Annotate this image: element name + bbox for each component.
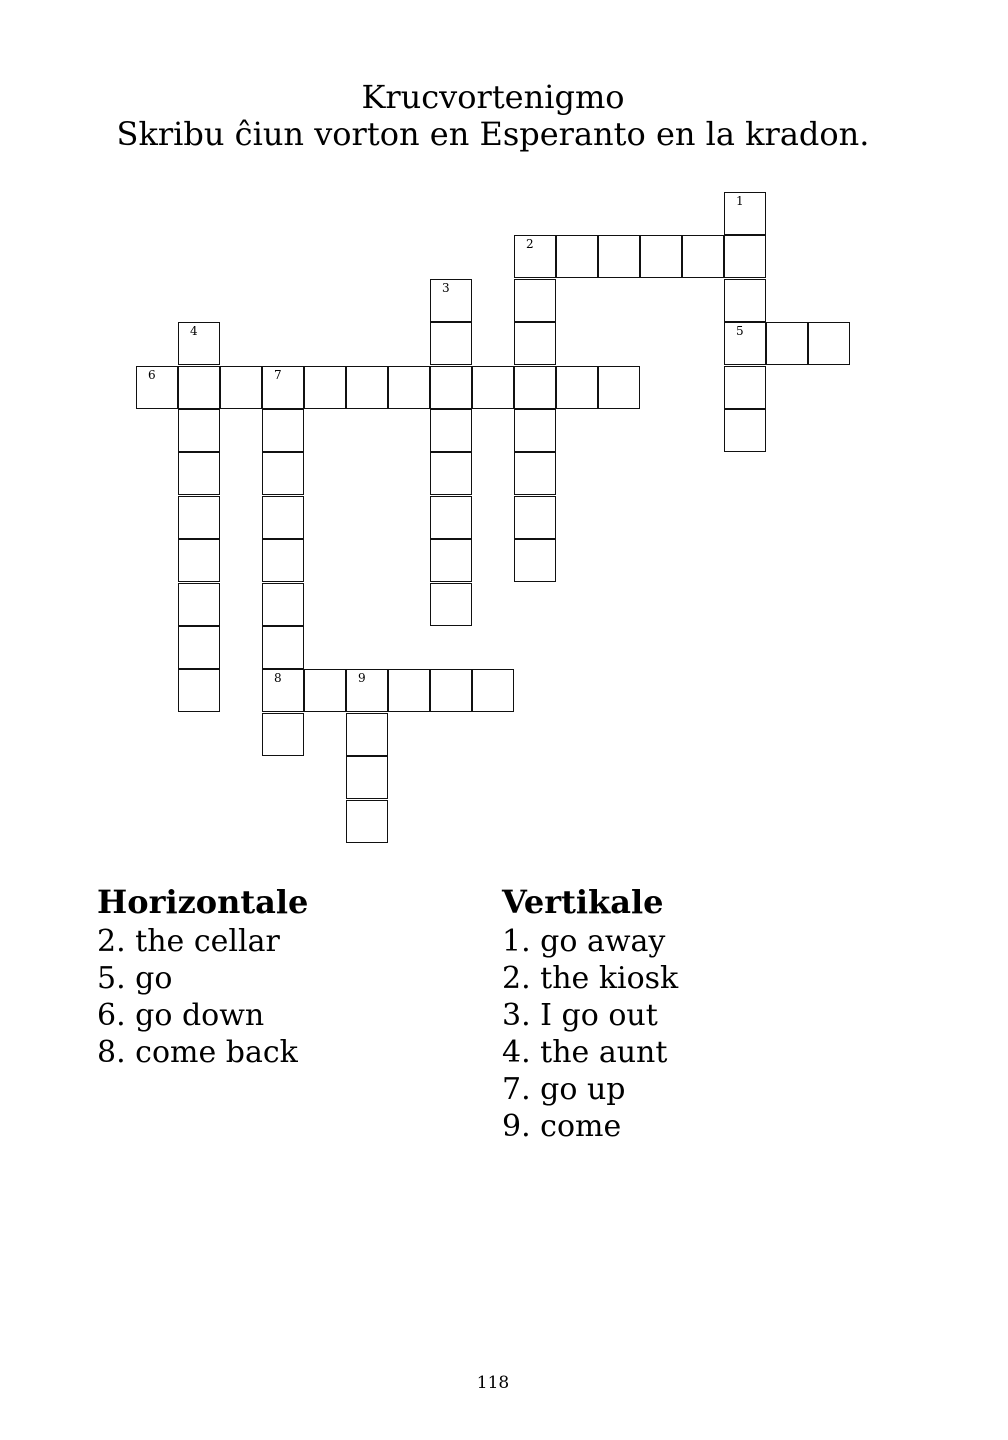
down-clue: 3. I go out xyxy=(502,998,658,1033)
across-clue: 8. come back xyxy=(97,1035,298,1070)
crossword-cell[interactable] xyxy=(556,235,598,278)
clue-number: 9 xyxy=(358,671,366,686)
crossword-cell[interactable] xyxy=(682,235,724,278)
crossword-cell[interactable] xyxy=(388,669,430,712)
crossword-cell[interactable] xyxy=(430,409,472,452)
crossword-cell[interactable] xyxy=(430,539,472,582)
crossword-cell[interactable] xyxy=(262,496,304,539)
crossword-cell[interactable] xyxy=(388,366,430,409)
down-clue: 4. the aunt xyxy=(502,1035,668,1070)
crossword-cell[interactable] xyxy=(304,366,346,409)
crossword-cell[interactable] xyxy=(346,713,388,756)
crossword-cell[interactable] xyxy=(262,713,304,756)
page-number: 118 xyxy=(476,1373,510,1393)
crossword-cell[interactable] xyxy=(136,366,178,409)
crossword-cell[interactable] xyxy=(178,409,220,452)
crossword-cell[interactable] xyxy=(514,279,556,322)
crossword-cell[interactable] xyxy=(346,366,388,409)
crossword-cell[interactable] xyxy=(598,235,640,278)
crossword-cell[interactable] xyxy=(262,626,304,669)
crossword-cell[interactable] xyxy=(178,669,220,712)
clue-number: 5 xyxy=(736,324,744,339)
clue-number: 1 xyxy=(736,194,744,208)
crossword-cell[interactable] xyxy=(346,756,388,799)
crossword-cell[interactable] xyxy=(808,322,850,365)
crossword-cell[interactable] xyxy=(430,496,472,539)
crossword-cell[interactable] xyxy=(304,669,346,712)
crossword-cell[interactable] xyxy=(262,452,304,495)
crossword-cell[interactable] xyxy=(514,322,556,365)
crossword-cell[interactable] xyxy=(514,452,556,495)
puzzle-instruction: Skribu ĉiun vorton en Esperanto en la kradon. xyxy=(116,115,870,153)
down-clue: 1. go away xyxy=(502,924,666,959)
across-clue: 6. go down xyxy=(97,998,265,1033)
crossword-cell[interactable] xyxy=(220,366,262,409)
crossword-cell[interactable] xyxy=(472,366,514,409)
clue-number: 7 xyxy=(274,367,282,382)
across-clue: 2. the cellar xyxy=(97,924,280,959)
down-clue: 2. the kiosk xyxy=(502,961,679,996)
crossword-cell[interactable] xyxy=(640,235,682,278)
crossword-cell[interactable] xyxy=(724,409,766,452)
crossword-cell[interactable] xyxy=(514,235,556,278)
puzzle-title: Krucvortenigmo xyxy=(361,78,625,116)
crossword-cell[interactable] xyxy=(178,452,220,495)
crossword-cell[interactable] xyxy=(430,669,472,712)
crossword-cell[interactable] xyxy=(262,366,304,409)
crossword-cell[interactable] xyxy=(472,669,514,712)
crossword-cell[interactable] xyxy=(598,366,640,409)
clue-number: 3 xyxy=(442,280,450,295)
crossword-cell[interactable] xyxy=(262,409,304,452)
crossword-cell[interactable] xyxy=(178,583,220,626)
clue-number: 8 xyxy=(274,671,282,686)
crossword-cell[interactable] xyxy=(724,235,766,278)
crossword-cell[interactable] xyxy=(514,539,556,582)
clue-number: 2 xyxy=(526,237,534,252)
crossword-cell[interactable] xyxy=(724,366,766,409)
crossword-cell[interactable] xyxy=(430,322,472,365)
down-heading: Vertikale xyxy=(502,883,664,921)
across-heading: Horizontale xyxy=(97,883,309,921)
down-clues xyxy=(502,882,678,1145)
across-clues xyxy=(97,882,308,1071)
crossword-cell[interactable] xyxy=(430,452,472,495)
crossword-cell[interactable] xyxy=(178,539,220,582)
down-clue: 9. come xyxy=(502,1109,622,1144)
crossword-cell[interactable] xyxy=(178,626,220,669)
across-clue: 5. go xyxy=(97,961,173,996)
crossword-cell[interactable] xyxy=(766,322,808,365)
crossword-cell[interactable] xyxy=(346,800,388,843)
clue-number: 4 xyxy=(190,324,198,339)
crossword-cell[interactable] xyxy=(430,279,472,322)
crossword-cell[interactable] xyxy=(430,366,472,409)
crossword-cell[interactable] xyxy=(262,539,304,582)
crossword-cell[interactable] xyxy=(262,583,304,626)
crossword-cell[interactable] xyxy=(514,409,556,452)
crossword-cell[interactable] xyxy=(514,496,556,539)
crossword-cell[interactable] xyxy=(724,279,766,322)
crossword-cell[interactable] xyxy=(556,366,598,409)
crossword-cell[interactable] xyxy=(724,192,766,235)
crossword-cell[interactable] xyxy=(724,322,766,365)
crossword-cell[interactable] xyxy=(262,669,304,712)
crossword-cell[interactable] xyxy=(430,583,472,626)
clue-number: 6 xyxy=(148,367,156,382)
crossword-cell[interactable] xyxy=(178,496,220,539)
crossword-cell[interactable] xyxy=(514,366,556,409)
crossword-cell[interactable] xyxy=(178,366,220,409)
crossword-cell[interactable] xyxy=(178,322,220,365)
down-clue: 7. go up xyxy=(502,1072,626,1107)
crossword-cell[interactable] xyxy=(346,669,388,712)
